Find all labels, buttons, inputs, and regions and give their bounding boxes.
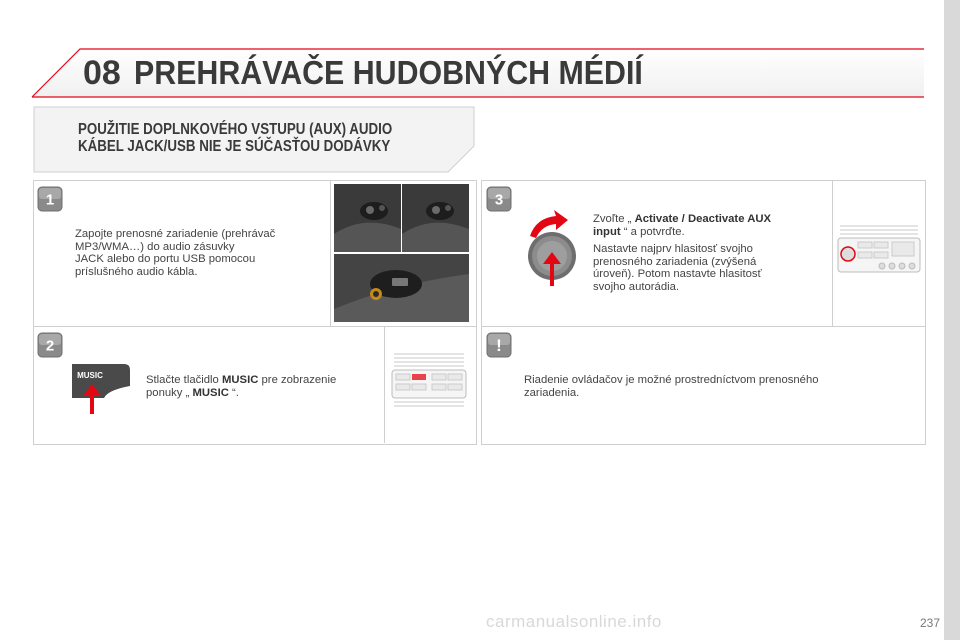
step-2-text: [146, 374, 336, 399]
step-2-text-line2: ponuky „ MUSIC “.: [146, 386, 239, 399]
step-3-text: [593, 213, 771, 293]
step-3-text-line: Nastavte najprv hlasitosť svojho: [593, 243, 753, 255]
step-3-text-line: prenosného zariadenia (zvýšená: [593, 255, 757, 268]
step-2-text-line1: Stlačte tlačidlo MUSIC pre zobrazenie: [146, 374, 337, 386]
step-1-badge: [37, 186, 63, 212]
step-3-text-line1: Zvoľte „ Activate / Deactivate AUX: [593, 213, 772, 225]
page-number: 237: [919, 616, 940, 630]
warning-icon: !: [496, 336, 502, 355]
usb-port-photo: [334, 254, 469, 322]
rotary-knob-illustration: [522, 208, 582, 288]
step-1-text-line: Zapojte prenosné zariadenie (prehrávač: [75, 228, 276, 240]
chapter-title: PREHRÁVAČE HUDOBNÝCH MÉDIÍ: [134, 54, 643, 91]
chapter-number: 08: [83, 54, 121, 92]
warning-badge: [486, 332, 512, 358]
note-text-line: zariadenia.: [524, 386, 580, 399]
music-button-label: MUSIC: [77, 371, 103, 380]
radio-panel-illustration-3: [836, 224, 922, 284]
music-button-illustration: [68, 356, 130, 416]
watermark: carmanualsonline.info: [486, 612, 662, 631]
step-3-badge-number: 3: [494, 191, 504, 209]
step-3-text-line: svojho autorádia.: [593, 280, 680, 293]
step-1-text-line: JACK alebo do portu USB pomocou: [75, 253, 256, 265]
step-1-text-line: MP3/WMA…) do audio zásuvky: [75, 240, 235, 253]
step-1-text-line: príslušného audio kábla.: [75, 265, 198, 278]
step-1-text: [75, 228, 275, 278]
step-2-divider: [384, 327, 385, 443]
aux-socket-photo-2: [402, 184, 469, 252]
section-title-line1: POUŽITIE DOPLNKOVÉHO VSTUPU (AUX) AUDIO: [78, 121, 393, 138]
section-title: [78, 121, 392, 155]
step-1-divider: [330, 181, 331, 326]
note-text-line: Riadenie ovládačov je možné prostredníctvom prenosného: [524, 374, 819, 386]
section-title-line2: KÁBEL JACK/USB NIE JE SÚČASŤOU DODÁVKY: [78, 138, 391, 155]
step-3-badge: [486, 186, 512, 212]
step-1-badge-number: 1: [45, 191, 55, 209]
step-2-badge-number: 2: [45, 337, 55, 355]
step-3-text-line: úroveň). Potom nastavte hlasitosť: [593, 268, 762, 280]
note-text: [524, 374, 819, 399]
step-3-divider: [832, 181, 833, 326]
radio-panel-illustration-2: [388, 352, 470, 412]
step-3-text-line2: input “ a potvrďte.: [593, 225, 685, 238]
aux-socket-photo-1: [334, 184, 401, 252]
step-2-badge: [37, 332, 63, 358]
